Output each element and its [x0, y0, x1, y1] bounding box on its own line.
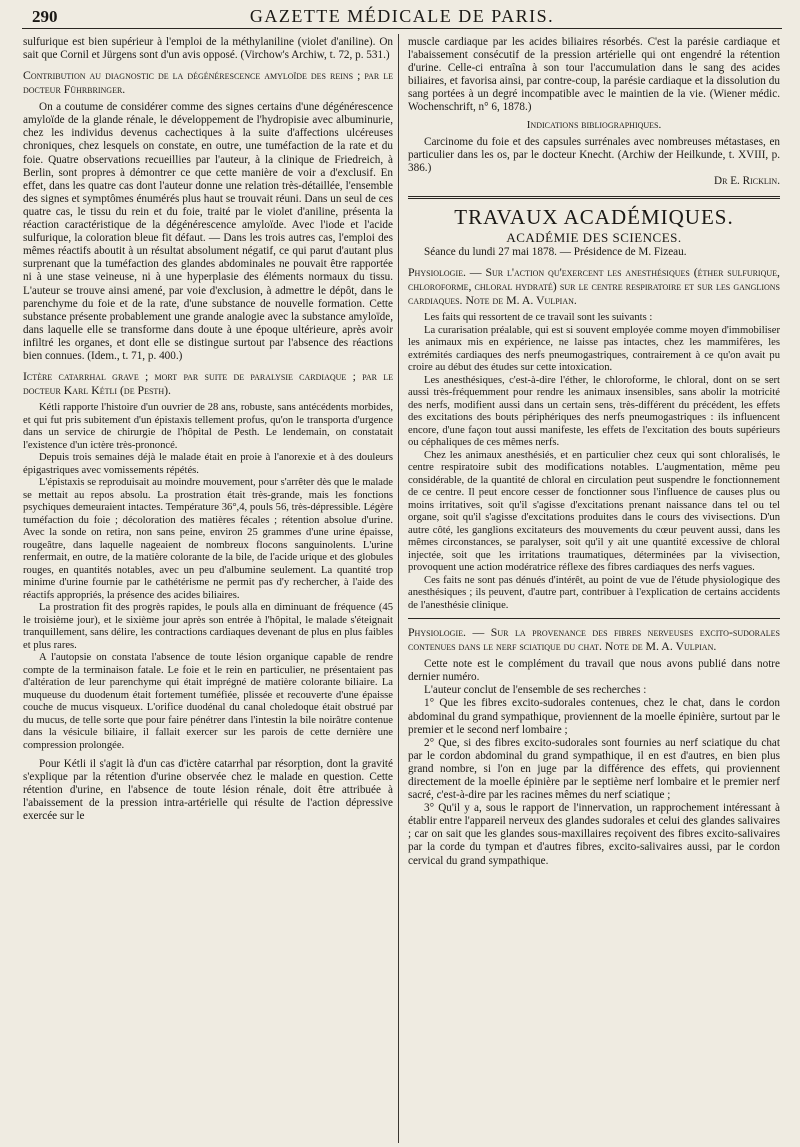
- paragraph: 3° Qu'il y a, sous le rapport de l'innervation, un rapprochement intéressant à établir entre l'appareil nerveux des glandes sudorales et celui des glandes salivaires ; car on sait que les glandes sous-maxillaires reçoivent des fibres excito-salivaires par la corde du tympan et d'autres fibres, excito-salivaires aussi, par le cordon cervical du grand sympathique.: [408, 802, 780, 867]
- paragraph: Depuis trois semaines déjà le malade était en proie à l'anorexie et à des douleurs épigastriques avec vomissements répétés.: [23, 452, 393, 476]
- paragraph: Ces faits ne sont pas dénués d'intérêt, au point de vue de l'étude physiologique des anesthésiques ; ils peuvent, d'autre part, contribuer à l'explication de certains accidents de l'anesthésie clinique.: [408, 574, 780, 611]
- paragraph: Les anesthésiques, c'est-à-dire l'éther, le chloroforme, le chloral, dont on se sert aussi très-fréquemment pour rendre les animaux insensibles, sans abolir la motricité des nerfs, modifient aussi dans un certain sens, très-différent du précédent, les effets des excitations des bouts périphériques des nerfs pneumogastriques : ils influencent encore, d'une façon tout aussi manifeste, les effets de l'excitation des bouts supérieurs ou céphaliques de ces mêmes nerfs.: [408, 374, 780, 449]
- right-column: [408, 36, 780, 1143]
- paragraph: sulfurique est bien supérieur à l'emploi de la méthylaniline (violet d'aniline). On sait que Cornil et Jürgens sont d'un avis opposé. (Virchow's Archiw, t. 72, p. 531.): [23, 36, 393, 62]
- section-heading: Indications bibliographiques.: [526, 118, 662, 131]
- paragraph: A l'autopsie on constata l'absence de toute lésion organique capable de rendre compte de la terminaison fatale. Le foie et le rein en particulier, ne présentaient pas d'altération de leur parenchyme qui était imprégné de matière colorante biliaire. La muqueuse du duodenum était fortement tuméfiée, plissée et recouverte d'une épaisse couche de mucus visqueux. L'orifice duodénal du canal choledoque était obstrué par du mucus, de telle sorte que pour faire pénétrer dans l'intestin la bile noirâtre contenue dans la vésicule biliaire, il fallait exercer sur les parois de cette dernière une compression prolongée.: [23, 652, 393, 751]
- paragraph: muscle cardiaque par les acides biliaires résorbés. C'est la parésie cardiaque et l'abaissement consécutif de la pression artérielle qui ont engendré la rétention d'urine. Celle-ci entraîna à son tour l'accumulation dans le sang des acides biliaires, et favorisa ainsi, par contre-coup, la parésie cardiaque et la dissolution du sang portées à un degré incompatible avec le maintien de la vie. (Wiener médic. Wochenschrift, n° 6, 1878.): [408, 36, 780, 114]
- paragraph: Les faits qui ressortent de ce travail sont les suivants :: [424, 312, 653, 324]
- signature: Dr E. Ricklin.: [713, 174, 780, 187]
- section-title: TRAVAUX ACADÉMIQUES.: [454, 205, 734, 230]
- article-heading: Physiologie. — Sur l'action qu'exercent les anesthésiques (éther sulfurique, chloroforme, chloral hydraté) sur le centre respiratoire et sur les ganglions cardiaques. Note de M. A. Vulpian.: [408, 265, 780, 308]
- article-heading: Contribution au diagnostic de la dégénérescence amyloïde des reins ; par le docteur Führbringer.: [23, 68, 393, 97]
- paragraph: Kétli rapporte l'histoire d'un ouvrier de 28 ans, robuste, sans antécédents morbides, et qui fut pris subitement d'un épistaxis tellement profus, qu'on le transporta d'urgence dans un service de chirurgie de l'hôpital de Pesth. Le lendemain, on constatait l'existence d'un ictère très-prononcé.: [23, 402, 393, 451]
- paragraph: 2° Que, si des fibres excito-sudorales sont fournies au nerf sciatique du chat par le cordon abdominal du grand sympathique, il en est d'autres, en bien plus grand nombre, si l'on en juge par la différence des effets, qui proviennent directement de la moelle épinière par le septième nerf lombaire et le premier nerf sacré, c'est-à-dire par les racines mêmes du nerf sciatique ;: [408, 736, 780, 802]
- paragraph: L'épistaxis se reproduisait au moindre mouvement, pour s'arrêter dès que le malade se mettait au repos absolu. La prostration était très-grande, mais les fonctions psychiques demeuraient intactes. Température 36°,4, pouls 56, très-dépressible. Légère tuméfaction du foie ; décoloration des matières fécales ; rétention absolue d'urine. Avec la sonde on retira, non sans peine, environ 25 grammes d'une urine épaisse, rougeâtre, dans laquelle nageaient de nombreux flocons sanguinolents. L'urine renfermait, en outre, de la matière colorante de la bile, de l'acide urique et des globules rouges, en quantités notables, avec un peu d'albumine seulement. La quantité trop minime d'urine fournie par le cathétérisme ne permit pas d'y rechercher, à l'aide des réactifs appropriés, la présence des acides biliaires.: [23, 477, 393, 601]
- paragraph: Pour Kétli il s'agit là d'un cas d'ictère catarrhal par résorption, dont la gravité s'explique par la rétention d'urine observée chez le malade en question. Cette rétention d'urine, en l'absence de toute lésion rénale, doit être attribuée à l'abaissement de la pression intra-artérielle qui résulte de l'action dépressive exercée sur le: [23, 758, 393, 823]
- article-heading: Ictère catarrhal grave ; mort par suite de paralysie cardiaque ; par le docteur Karl Kétli (de Pesth).: [23, 369, 393, 398]
- article-heading: Physiologie. — Sur la provenance des fibres nerveuses excito-sudorales contenues dans le nerf sciatique du chat. Note de M. A. Vulpian.: [408, 625, 780, 654]
- article-rule: [408, 618, 780, 619]
- column-divider: [398, 34, 399, 1143]
- paragraph: Carcinome du foie et des capsules surrénales avec nombreuses métastases, en particulier dans les os, par le docteur Knecht. (Archiw der Heilkunde, t. XVIII, p. 386.): [408, 135, 780, 174]
- left-column: [23, 36, 393, 1143]
- paragraph: Chez les animaux anesthésiés, et en particulier chez ceux qui sont chloralisés, le centre respiratoire subit des modifications notables. L'augmentation, même peu considérable, de la quantité de chloral en circulation peut suspendre le fonctionnement de ce centre. Il peut encore cesser de fonctionner sous l'influence de causes plus ou moins irritatives, soit qu'il s'agisse d'excitations prenant naissance dans tel ou tel organe, soit qu'il s'agisse d'excitations produites dans le cours des vivisections. D'un autre côté, les ganglions excitateurs des mouvements du cœur peuvent aussi, dans les mêmes circonstances, se paralyser, soit qu'il y ait une quantité excessive de chloral injectée, soit que les irritations traumatiques, déterminées par la vivisection, provoquent une action modératrice réflexe des fibres cardiaques des nerfs vagues.: [408, 449, 780, 574]
- seance-line: Séance du lundi 27 mai 1878. — Présidence de M. Fizeau.: [424, 246, 687, 259]
- page-header: [22, 4, 782, 29]
- paragraph: L'auteur conclut de l'ensemble de ses recherches :: [424, 684, 647, 697]
- paragraph: La prostration fit des progrès rapides, le pouls alla en diminuant de fréquence (45 le troisième jour), et le sixième jour après son entrée à l'hôpital, le malade s'éteignait tranquillement, sans délire, les contractions cardiaques devenant de plus en plus faibles et plus rares.: [23, 602, 393, 651]
- section-rule: [408, 196, 780, 199]
- page-number: 290: [32, 7, 58, 26]
- running-title: GAZETTE MÉDICALE DE PARIS.: [249, 6, 555, 26]
- paragraph: La curarisation préalable, qui est si souvent employée comme moyen d'immobiliser les animaux mis en expérience, ne laisse pas intactes, chez les mammifères, les extrémités cardiaques des nerfs pneumogastriques, contrairement à ce qu'on avait pu croire au début des études sur cette intoxication.: [408, 324, 780, 374]
- paragraph: On a coutume de considérer comme des signes certains d'une dégénérescence amyloïde de la glande rénale, le développement de l'hydropisie avec albuminurie, chez les individus devenus cachectiques à la suite d'affections ulcéreuses chroniques, chez lesquels on constate, en outre, une tuméfaction de la rate et du foie. Quatre observations recueillies par l'auteur, à la clinique de Friedreich, à Berlin, sont propres à démontrer ce que cette manière de voir a d'exclusif. En effet, dans les quatre cas dont l'auteur donne une relation très-détaillée, l'ensemble des signes et symptômes énumérés plus haut se trouvait réuni. Dans un seul de ces quatre cas, le tissu du rein et du foie, traité par le violet d'aniline, présenta la réaction caractéristique de la dégénérescence amyloïde. Avec l'iode et l'acide sulfurique, la coloration bleue fit défaut. — Dans les trois autres cas, l'emploi des mêmes réactifs aboutit à un résultat absolument négatif, ce qui parut d'autant plus surprenant que la tuméfaction des glandes abdominales ne pouvait être rapportée ni à une stase veineuse, ni à une hyperplasie des éléments normaux du tissu. L'auteur se trouve ainsi amené, par voie d'exclusion, à admettre le dépôt, dans le parenchyme du foie et de la rate, d'une substance de nouvelle formation. Cette substance présente probablement une grande analogie avec la substance amyloïde, dans laquelle elle se transforme dans doute à une époque ultérieure, après avoir infiltré les organes, et dont elle se distingue surtout par l'absence des réactions bien connues. (Idem., t. 71, p. 400.): [23, 101, 393, 362]
- paragraph: Cette note est le complément du travail que nous avons publié dans notre dernier numéro.: [408, 658, 780, 684]
- academy-title: ACADÉMIE DES SCIENCES.: [506, 230, 682, 246]
- paragraph: 1° Que les fibres excito-sudorales contenues, chez le chat, dans le cordon abdominal du grand sympathique, proviennent de la moelle épinière, surtout par le premier et le second nerf lombaire ;: [408, 697, 780, 736]
